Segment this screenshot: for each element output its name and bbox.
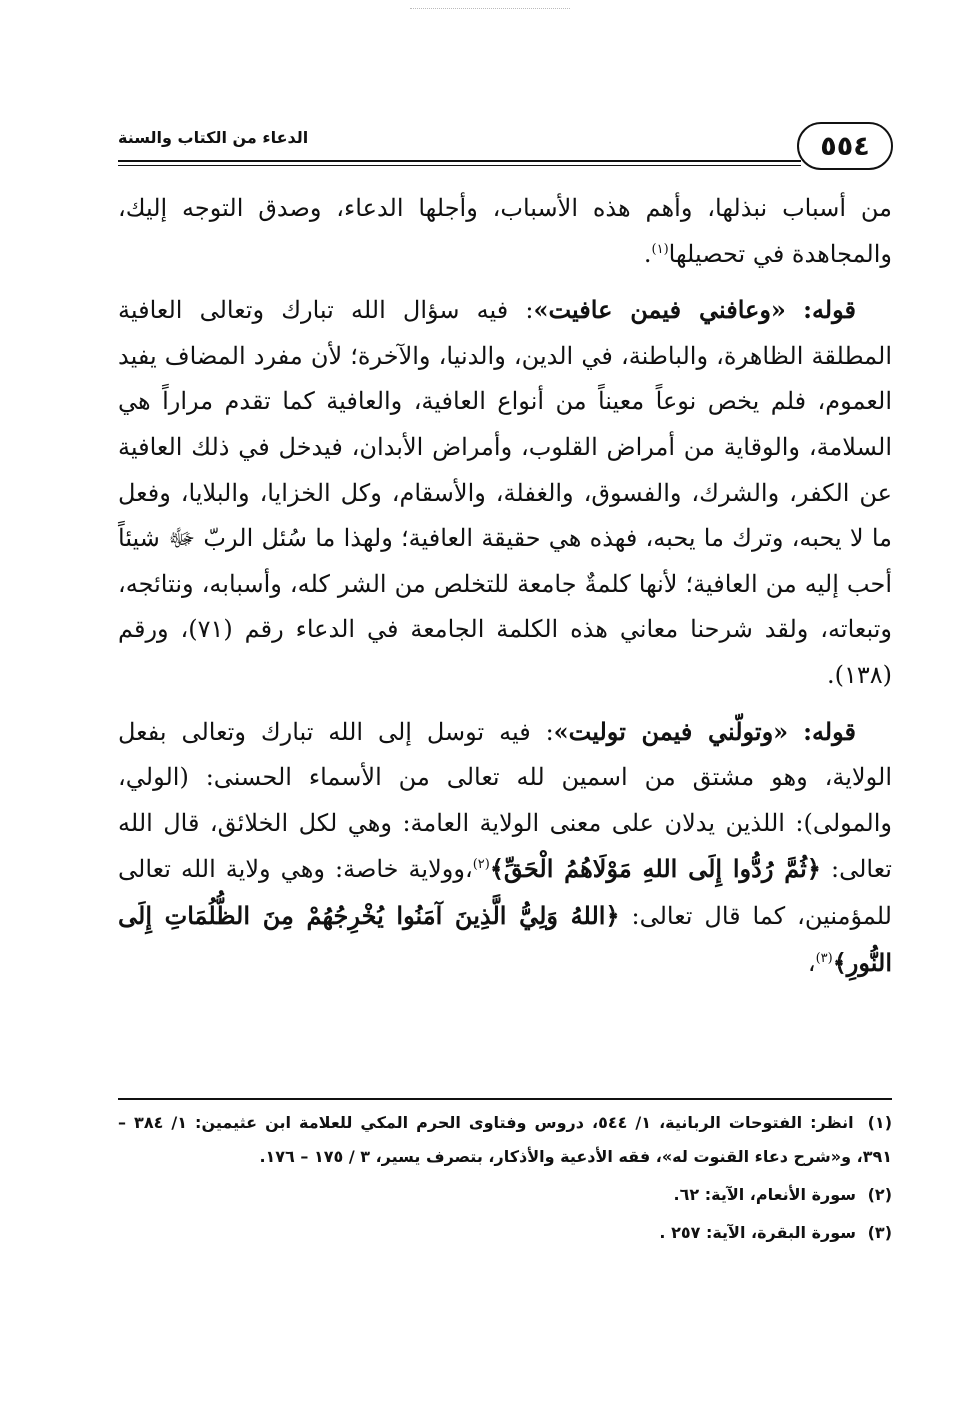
footnote-1 — [118, 1106, 892, 1174]
footnote-1-text: انظر: الفتوحات الربانية، ١/ ٥٤٤، دروس وفتاوى الحرم المكي للعلامة ابن عثيمين: ١/ ٣٨٤ – ٣٩١، و«شرح دعاء القنوت له»، فقه الأدعية والأذكار، بتصرف يسير، ٣ / ١٧٥ – ١٧٦. — [118, 1113, 892, 1166]
footnote-2 — [118, 1178, 892, 1212]
paragraph-2-label: قوله: — [803, 295, 856, 325]
footnote-ref-1[interactable]: (١) — [651, 241, 669, 257]
top-scan-mark — [410, 8, 570, 9]
header-rule — [118, 160, 801, 162]
paragraph-1 — [118, 186, 892, 277]
page-header — [118, 120, 893, 178]
book-title: الدعاء من الكتاب والسنة — [118, 128, 309, 147]
paragraph-2-phrase: «وعافني فيمن عافيت» — [533, 295, 786, 325]
paragraph-2 — [118, 287, 892, 698]
footnote-ref-3[interactable]: (٣) — [815, 950, 833, 966]
paragraph-1-text: من أسباب نبذلها، وأهم هذه الأسباب، وأجلها الدعاء، وصدق التوجه إليك، والمجاهدة في تحصيلها — [118, 194, 892, 268]
footnote-ref-2[interactable]: (٢) — [472, 857, 490, 873]
paragraph-3-phrase: «وتولّني فيمن توليت» — [553, 716, 789, 746]
page-number: ٥٥٤ — [820, 130, 870, 162]
paragraph-1-end: . — [643, 239, 652, 268]
footnote-2-text: سورة الأنعام، الآية: ٦٢. — [673, 1185, 857, 1204]
quran-verse-1: ﴿ثُمَّ رُدُّوا إِلَى اللهِ مَوْلَاهُمُ الْحَقِّ﴾ — [489, 854, 821, 884]
header-rule-thin — [118, 165, 801, 166]
footnote-2-number: (٢) — [867, 1185, 892, 1204]
footnote-3-number: (٣) — [867, 1223, 892, 1242]
footnote-3-text: سورة البقرة، الآية: ٢٥٧ . — [659, 1223, 857, 1242]
page-number-badge — [797, 122, 893, 170]
paragraph-3 — [118, 709, 892, 987]
footnote-separator — [118, 1098, 892, 1100]
footnotes — [118, 1106, 892, 1254]
paragraph-2-text: : فيه سؤال الله تبارك وتعالى العافية المطلقة الظاهرة، والباطنة، في الدين، والدنيا، والآخرة؛ لأن مفرد المضاف يفيد العموم، فلم يخص نوعاً معيناً من أنواع العافية، والعافية كما تقدم مراراً هي السلامة، والوقاية من أمراض القلوب، وأمراض الأبدان، فيدخل في ذلك العافية عن الكفر، والشرك، والفسوق، والغفلة، والأسقام، وكل الخزايا، والبلايا، وفعل ما لا يحبه، وترك ما يحبه، فهذه هي حقيقة العافية؛ ولهذا ما سُئل الربّ ﷻ شيئاً أحب إليه من العافية؛ لأنها كلمةٌ جامعة للتخلص من الشر كله، وأسبابه، ونتائجه، وتبعاته، ولقد شرحنا معاني هذه الكلمة الجامعة في الدعاء رقم (٧١)، ورقم (١٣٨). — [118, 296, 892, 689]
main-text — [118, 186, 892, 996]
footnote-3 — [118, 1216, 892, 1250]
footnote-1-number: (١) — [867, 1113, 892, 1132]
paragraph-3-text-1: : فيه توسل إلى الله تبارك وتعالى بفعل الولاية، وهو مشتق من اسمين لله تعالى من الأسماء الحسنى: (الولي، والمولى): اللذين يدلان على معنى الولاية العامة: وهي لكل الخلائق، قال الله تعالى: — [118, 717, 892, 884]
quran-verse-2: ﴿اللهُ وَلِيُّ الَّذِينَ آمَنُوا يُخْرِجُهُمْ مِنَ الظُّلُمَاتِ إِلَى النُّورِ﴾ — [118, 900, 892, 977]
paragraph-3-end: ، — [807, 948, 816, 977]
paragraph-3-label: قوله: — [803, 716, 856, 746]
paragraph-3-text-2: ،وولاية خاصة: وهي ولاية الله تعالى للمؤمنين، كما قال تعالى: — [118, 855, 892, 930]
